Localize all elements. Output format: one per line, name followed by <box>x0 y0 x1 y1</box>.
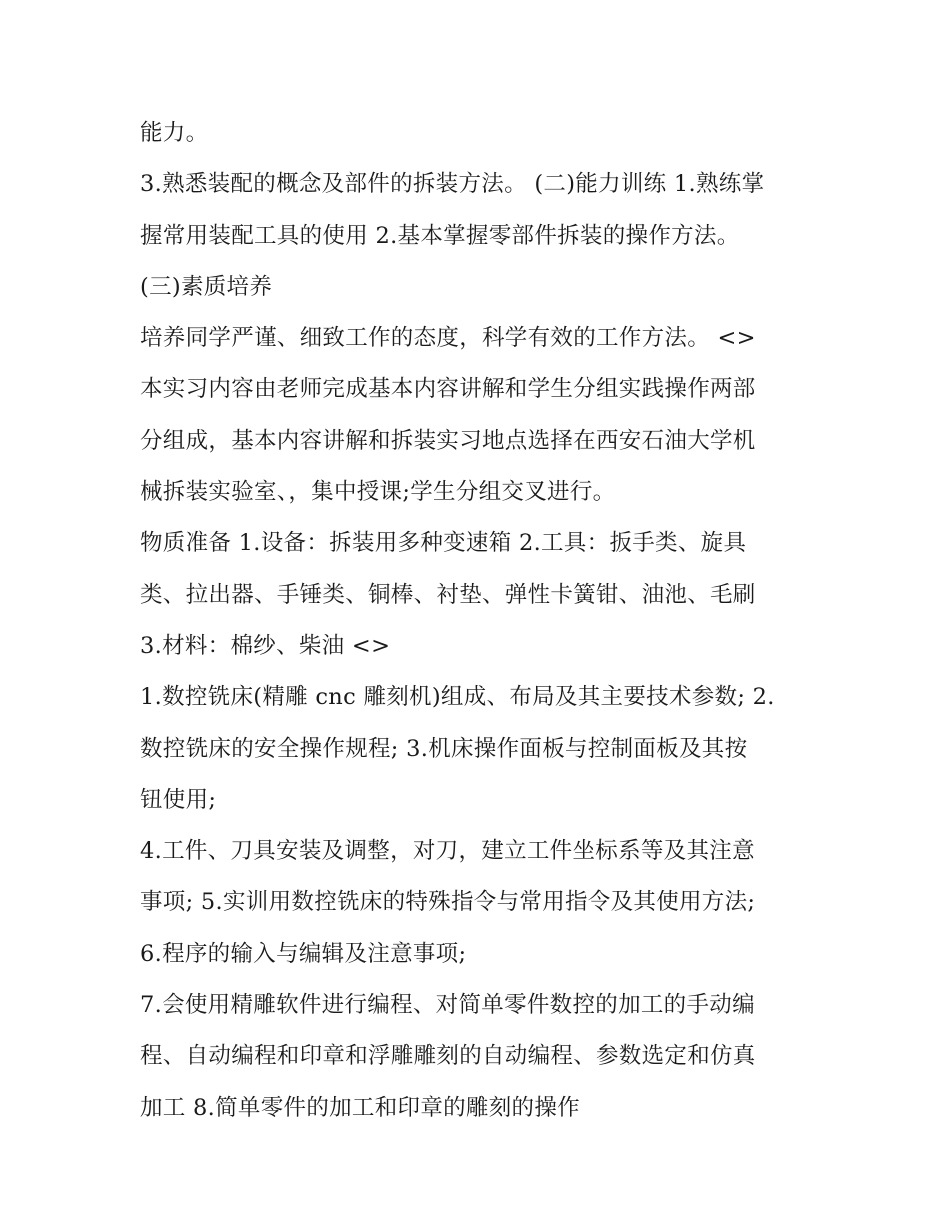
text-line: 握常用装配工具的使用 2.基本掌握零部件拆装的操作方法。 <box>140 222 740 249</box>
text-line: 能力。 <box>140 120 209 146</box>
text-line: 加工 8.简单零件的加工和印章的雕刻的操作 <box>140 1094 580 1121</box>
text-line: 本实习内容由老师完成基本内容讲解和学生分组实践操作两部 <box>140 376 756 403</box>
text-line: 程、自动编程和印章和浮雕雕刻的自动编程、参数选定和仿真 <box>140 1043 756 1070</box>
text-line: 1.数控铣床(精雕 cnc 雕刻机)组成、布局及其主要技术参数; 2. <box>140 684 775 711</box>
text-line: 数控铣床的安全操作规程; 3.机床操作面板与控制面板及其按 <box>140 735 748 762</box>
document-body <box>140 108 820 1134</box>
section-heading: (三)素质培养 <box>140 273 273 300</box>
text-line: 分组成，基本内容讲解和拆装实习地点选择在西安石油大学机 <box>140 427 756 454</box>
text-line: 事项; 5.实训用数控铣床的特殊指令与常用指令及其使用方法; <box>140 889 756 916</box>
text-line: 3.熟悉装配的概念及部件的拆装方法。 (二)能力训练 1.熟练掌 <box>140 171 765 198</box>
text-line: 械拆装实验室、，集中授课;学生分组交叉进行。 <box>140 479 616 506</box>
text-line: 培养同学严谨、细致工作的态度，科学有效的工作方法。 <> <box>140 325 756 352</box>
text-line: 物质准备 1.设备：拆装用多种变速箱 2.工具：扳手类、旋具 <box>140 530 747 557</box>
text-line: 3.材料：棉纱、柴油 <> <box>140 632 391 659</box>
text-line: 4.工件、刀具安装及调整，对刀，建立工件坐标系等及其注意 <box>140 838 755 865</box>
text-line: 7.会使用精雕软件进行编程、对简单零件数控的加工的手动编 <box>140 992 755 1019</box>
text-line: 钮使用; <box>140 786 217 813</box>
text-line: 类、拉出器、手锤类、铜棒、衬垫、弹性卡簧钳、油池、毛刷 <box>140 581 756 608</box>
text-line: 6.程序的输入与编辑及注意事项; <box>140 940 467 967</box>
